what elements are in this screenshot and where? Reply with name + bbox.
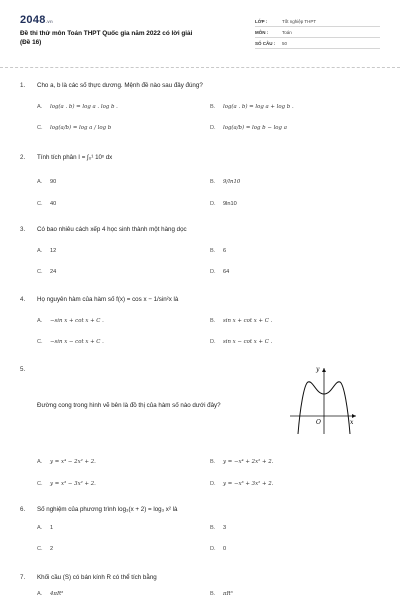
option-d[interactable] [210,125,287,131]
option-letter: B. [210,179,216,185]
option-c[interactable] [37,481,96,487]
meta-key: MÔN : [255,29,269,35]
option-text: πR³ [223,591,233,597]
header-divider [0,67,400,68]
option-b[interactable] [210,318,272,324]
meta-row-subject [255,27,380,38]
option-text: −sin x − cot x + C . [50,339,104,345]
option-letter: D. [210,481,216,487]
option-letter: C. [37,481,43,487]
question-stem [20,574,380,581]
option-letter: A. [37,591,43,597]
question-number: 4. [20,296,26,303]
page-header [0,0,400,68]
option-text: −sin x + cot x + C . [50,318,104,324]
option-letter: A. [37,318,43,324]
option-text: log(a . b) = log a + log b . [223,104,294,110]
question-1 [20,82,380,142]
option-b[interactable] [210,248,226,254]
option-b[interactable] [210,459,273,465]
question-stem [20,226,380,233]
option-letter: A. [37,248,43,254]
option-letter: D. [210,201,216,207]
exam-title-line2: (Đề 16) [20,38,42,46]
option-letter: D. [210,269,216,275]
option-b[interactable] [210,525,226,531]
meta-value: Toán [282,29,292,35]
question-stem [20,82,380,89]
question-text: Tính tích phân I = ∫₀¹ 10ˣ dx [37,154,113,161]
option-b[interactable] [210,179,240,185]
option-text: 3 [223,525,227,531]
option-letter: C. [37,546,43,552]
option-letter: D. [210,339,216,345]
meta-row-class [255,16,380,27]
option-text: 0 [223,546,227,552]
exam-meta [255,16,380,49]
option-text: log(a/b) = log a / log b [50,125,112,131]
brand-suffix: .vn [45,19,54,24]
question-5 [20,366,380,496]
question-number: 3. [20,226,26,233]
option-letter: B. [210,104,216,110]
option-c[interactable] [37,269,56,275]
option-a[interactable] [37,248,56,254]
option-a[interactable] [37,459,96,465]
option-a[interactable] [37,104,118,110]
question-6 [20,506,380,556]
option-letter: C. [37,201,43,207]
question-stem [20,506,380,513]
question-3 [20,226,380,276]
question-number: 2. [20,154,26,161]
exam-title [20,30,250,47]
option-text: 9ln10 [223,201,237,207]
question-number: 5. [20,366,26,373]
option-letter: D. [210,546,216,552]
option-letter: B. [210,318,216,324]
option-letter: B. [210,591,216,597]
option-b[interactable] [210,591,233,597]
question-text: Số nghiệm của phương trình log₃(x + 2) = log₃ x² là [37,506,178,513]
option-text: y = x⁴ − 2x² + 2. [50,459,96,465]
option-d[interactable] [210,269,229,275]
option-text: 2 [50,546,54,552]
option-c[interactable] [37,546,53,552]
option-letter: A. [37,104,43,110]
x-axis-arrow [352,414,356,418]
y-axis-arrow [322,368,326,372]
function-graph [286,364,358,436]
question-stem [20,154,380,161]
option-text: y = −x³ + 3x² + 2. [223,481,274,487]
option-a[interactable] [37,525,53,531]
option-text: 40 [50,201,57,207]
origin-label: O [316,419,321,426]
option-d[interactable] [210,481,273,487]
meta-key: LỚP : [255,18,268,24]
question-stem [20,296,380,303]
question-text: Có bao nhiêu cách xếp 4 học sinh thành một hàng dọc [37,226,187,233]
option-letter: A. [37,459,43,465]
exam-title-line1: Đề thi thử môn Toán THPT Quốc gia năm 2022 có lời giải [20,30,193,37]
meta-value: Tốt nghiệp THPT [282,18,317,24]
option-letter: C. [37,269,43,275]
option-letter: A. [37,525,43,531]
meta-key: SỐ CÂU : [255,40,276,46]
question-text: Cho a, b là các số thực dương. Mệnh đề nào sau đây đúng? [37,82,203,89]
option-text: 6 [223,248,227,254]
option-d[interactable] [210,339,272,345]
option-text: y = −x⁴ + 2x² + 2. [223,459,274,465]
option-text: log(a . b) = log a . log b . [50,104,118,110]
option-text: log(a/b) = log b − log a [223,125,287,131]
option-letter: D. [210,125,216,131]
brand-text: 2048 [20,14,46,26]
question-text: Khối cầu (S) có bán kính R có thể tích bằng [37,574,157,581]
question-4 [20,296,380,351]
question-text: Đường cong trong hình vẽ bên là đồ thị của hàm số nào dưới đây? [37,402,221,409]
option-a[interactable] [37,179,56,185]
option-d[interactable] [210,201,237,207]
option-c[interactable] [37,201,56,207]
option-c[interactable] [37,125,111,131]
option-text: y = x³ − 3x² + 2. [50,481,96,487]
meta-row-count [255,38,380,49]
option-text: 90 [50,179,57,185]
option-letter: B. [210,459,216,465]
option-text: 4πR³ [50,591,64,597]
meta-value: 50 [282,40,288,46]
option-text: 12 [50,248,57,254]
question-number: 7. [20,574,26,581]
option-text: 9/ln10 [223,179,241,185]
option-letter: A. [37,179,43,185]
option-text: sin x − cot x + C . [223,339,273,345]
option-text: sin x + cot x + C . [223,318,273,324]
option-letter: B. [210,525,216,531]
option-a[interactable] [37,318,104,324]
question-7 [20,574,380,600]
option-text: 64 [223,269,230,275]
question-number: 6. [20,506,26,513]
option-text: 24 [50,269,57,275]
option-text: 1 [50,525,54,531]
option-a[interactable] [37,591,63,597]
option-c[interactable] [37,339,104,345]
option-letter: B. [210,248,216,254]
question-number: 1. [20,82,26,89]
option-letter: C. [37,339,43,345]
question-2 [20,154,380,214]
y-axis-label: y [316,366,320,373]
option-d[interactable] [210,546,226,552]
option-b[interactable] [210,104,294,110]
x-axis-label: x [350,419,354,426]
option-letter: C. [37,125,43,131]
question-text: Họ nguyên hàm của hàm số f(x) = cos x − 1/sin²x là [37,296,179,303]
